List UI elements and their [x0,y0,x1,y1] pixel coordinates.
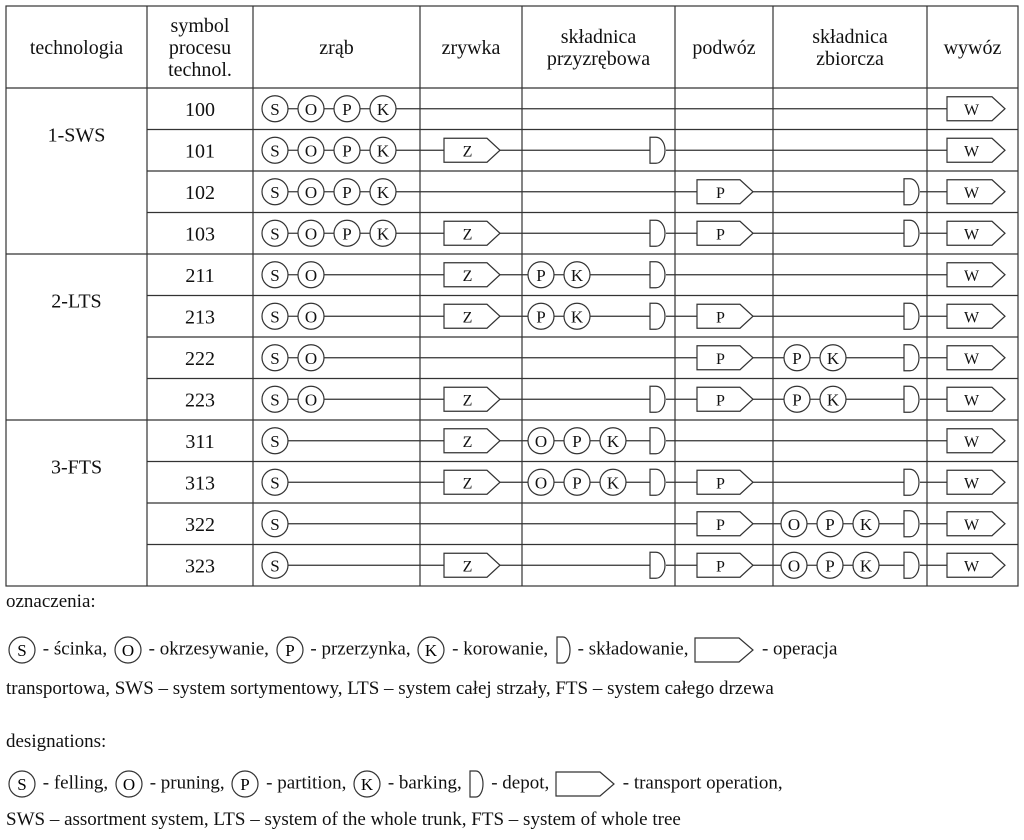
operation-letter: S [270,307,280,327]
transport-letter: W [963,475,980,493]
header-wywoz: wywóz [943,37,1002,59]
legend-en-p: - partition, [266,772,347,794]
depot-symbol [650,137,665,163]
legend-letter-k: K [425,641,438,660]
operation-letter: P [825,556,835,576]
depot-symbol [904,386,919,412]
operation-letter: P [342,182,352,202]
hauling-transport-symbol [697,304,753,328]
process-code: 322 [185,513,215,536]
operation-letter: K [570,307,584,327]
depot-symbol-icon [466,768,486,800]
legend-letter-k: K [360,775,374,794]
operation-letter: O [787,556,801,576]
process-code: 101 [185,140,215,163]
transport-letter: W [963,267,980,285]
transport-letter: Z [462,433,473,451]
pruning-symbol-icon [113,768,145,800]
depot-symbol [650,428,665,454]
legend-pl-symbols [6,634,837,666]
barking-symbol-icon [351,768,383,800]
legend-pl-k: - korowanie, [452,638,549,660]
depot-symbol [650,552,665,578]
operation-letter: O [304,224,318,244]
operation-letter: K [859,556,873,576]
operation-letter: P [792,390,802,410]
legend-en-depot: - depot, [491,772,550,794]
legend-letter-p: P [284,641,295,660]
transport-letter: W [963,350,980,368]
operation-letter: S [270,390,280,410]
depot-symbol [904,220,919,246]
header-symbol: symbol [170,15,230,37]
process-code: 223 [185,389,215,412]
table-row [185,469,1005,495]
transport-letter: Z [462,392,473,410]
process-code: 213 [185,306,215,329]
depot-symbol [650,469,665,495]
table-row [185,179,1005,205]
operation-letter: P [342,141,352,161]
process-code: 102 [185,181,215,204]
operation-letter: S [270,224,280,244]
depot-symbol [904,552,919,578]
header-symbol: procesu [168,37,232,59]
process-code: 311 [185,430,215,453]
operation-letter: K [606,473,620,493]
table-row [185,428,1005,454]
operation-letter: O [304,348,318,368]
header-skladnica-przyzrebowa: przyzrębowa [546,48,651,70]
operation-letter: S [270,141,280,161]
transport-letter: P [716,309,725,327]
hauling-transport-symbol [697,180,753,204]
operation-letter: P [342,99,352,119]
transport-letter: Z [462,143,473,161]
transport-letter: P [716,558,725,576]
header-skladnica-zbiorcza: składnica [812,26,888,48]
transport-letter: Z [462,267,473,285]
process-code: 323 [185,555,215,578]
table-row [185,220,1005,246]
hauling-transport-symbol [697,387,753,411]
depot-symbol [650,386,665,412]
legend-en-k: - barking, [387,772,462,794]
operation-letter: P [572,431,582,451]
legend-en-symbols [6,768,783,800]
transport-letter: Z [462,309,473,327]
legend-pl-line2: transportowa, SWS – system sortymentowy, LTS – system całej strzały, FTS – system całego drzewa [6,678,774,699]
depot-symbol-icon [553,634,573,666]
header-podwoz: podwóz [692,37,756,59]
process-code: 100 [185,98,215,121]
group-label: 1-SWS [47,124,106,147]
process-code: 103 [185,223,215,246]
transport-symbol-icon [554,768,618,800]
felling-symbol-icon [6,634,38,666]
depot-symbol [650,303,665,329]
operation-letter: O [304,99,318,119]
operation-letter: K [826,390,840,410]
legend-pl-transport: - operacja [761,638,838,660]
operation-letter: K [376,141,390,161]
transport-letter: P [716,392,725,410]
operation-letter: K [570,265,584,285]
transport-letter: P [716,226,725,244]
header-symbol: technol. [168,59,232,81]
operation-letter: S [270,348,280,368]
operation-letter: P [572,473,582,493]
header-technology: technologia [29,37,124,59]
operation-letter: P [825,514,835,534]
transport-letter: W [963,433,980,451]
operation-letter: P [536,307,546,327]
operation-letter: P [342,224,352,244]
legend-letter-o: O [122,775,136,794]
operation-letter: S [270,182,280,202]
group-label: 2-LTS [51,290,102,313]
transport-letter: W [963,516,980,534]
transport-symbol-icon [693,634,757,666]
transport-letter: W [963,184,980,202]
operation-letter: O [787,514,801,534]
operation-letter: P [536,265,546,285]
operation-letter: K [826,348,840,368]
legend-en-s: - felling, [42,772,109,794]
operation-letter: K [376,182,390,202]
transport-letter: W [963,558,980,576]
legend-letter-p: P [240,775,251,794]
table-row [185,262,1005,288]
operation-letter: O [304,141,318,161]
legend-pl-s: - ścinka, [42,638,108,660]
depot-symbol [904,179,919,205]
transport-letter: W [963,392,980,410]
transport-letter: W [963,309,980,327]
transport-letter: Z [462,226,473,244]
table-row [185,511,1005,537]
hauling-transport-symbol [697,512,753,536]
operation-letter: O [304,182,318,202]
depot-symbol [650,220,665,246]
legend-pl-o: - okrzesywanie, [148,638,269,660]
legend-en-line2: SWS – assortment system, LTS – system of the whole trunk, FTS – system of whole tree [6,809,681,830]
legend-en-transport: - transport operation, [622,772,783,794]
table-row [185,386,1005,412]
partition-symbol-icon [229,768,261,800]
table-row [185,137,1005,163]
legend-letter-s: S [17,775,27,794]
table-row [185,345,1005,371]
hauling-transport-symbol [697,346,753,370]
felling-symbol-icon [6,768,38,800]
operation-letter: K [606,431,620,451]
operation-letter: S [270,99,280,119]
operation-letter: O [534,431,548,451]
operation-letter: S [270,556,280,576]
header-zrab: zrąb [319,37,354,59]
legend-letter-o: O [121,641,135,660]
transport-letter: P [716,184,725,202]
legend-pl-p: - przerzynka, [310,638,411,660]
legend-en-o: - pruning, [149,772,225,794]
header-skladnica-przyzrebowa: składnica [560,26,637,48]
operation-letter: P [792,348,802,368]
operation-letter: K [376,99,390,119]
transport-letter: W [963,226,980,244]
operation-letter: O [304,307,318,327]
table-header [30,15,1002,479]
legend-letter-s: S [17,641,27,660]
operation-letter: O [304,390,318,410]
operation-letter: O [304,265,318,285]
transport-letter: Z [462,475,473,493]
partition-symbol-icon [274,634,306,666]
header-skladnica-zbiorcza: zbiorcza [816,48,884,70]
operation-letter: S [270,265,280,285]
hauling-transport-symbol [697,221,753,245]
hauling-transport-symbol [697,553,753,577]
transport-letter: Z [462,558,473,576]
legend-pl-depot: - składowanie, [577,638,689,660]
table-row [185,552,1005,578]
legend-pl-title: oznaczenia: [6,591,96,612]
transport-letter: W [963,101,980,119]
process-code: 222 [185,347,215,370]
operation-letter: O [534,473,548,493]
transport-letter: W [963,143,980,161]
process-code: 211 [185,264,215,287]
table-row [185,303,1005,329]
depot-symbol [904,345,919,371]
transport-letter: P [716,475,725,493]
group-label: 3-FTS [50,456,103,479]
operation-letter: K [859,514,873,534]
depot-symbol [904,511,919,537]
operation-letter: S [270,431,280,451]
operation-letter: K [376,224,390,244]
operation-letter: S [270,514,280,534]
operation-letter: S [270,473,280,493]
depot-symbol [904,469,919,495]
header-zrywka: zrywka [441,37,501,59]
transport-letter: P [716,516,725,534]
table-grid [6,6,1018,586]
transport-letter: P [716,350,725,368]
hauling-transport-symbol [697,470,753,494]
depot-symbol [650,262,665,288]
barking-symbol-icon [415,634,447,666]
pruning-symbol-icon [112,634,144,666]
legend-en-title: designations: [6,731,107,752]
depot-symbol [904,303,919,329]
process-code: 313 [185,472,215,495]
table-row [185,96,1005,122]
